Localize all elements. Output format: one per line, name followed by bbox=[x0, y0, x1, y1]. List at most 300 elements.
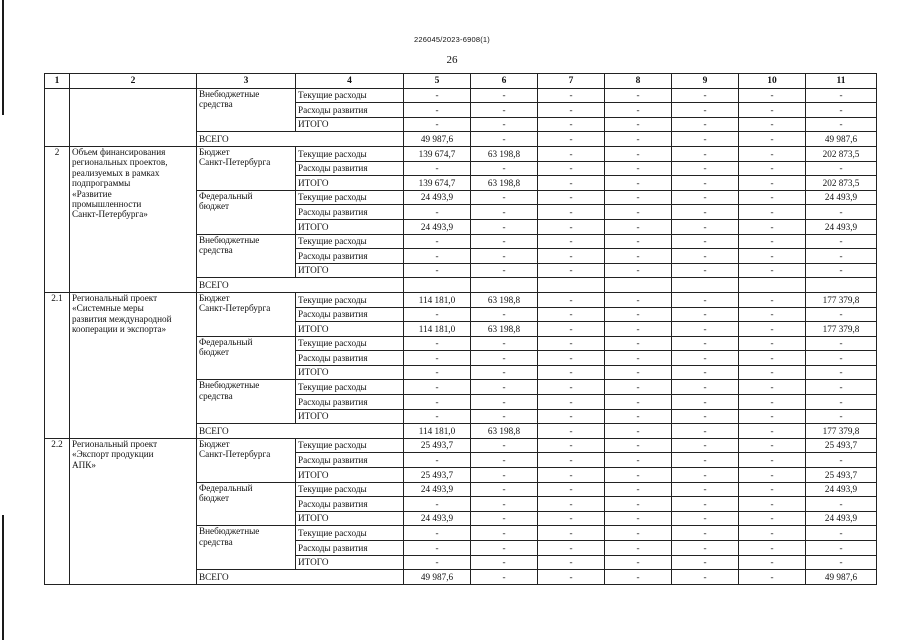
value-cell: - bbox=[404, 395, 471, 410]
value-cell: - bbox=[471, 541, 538, 556]
value-cell: 202 873,5 bbox=[806, 146, 877, 161]
value-cell: - bbox=[404, 336, 471, 351]
funding-source bbox=[197, 336, 296, 380]
expense-type: Расходы развития bbox=[296, 307, 404, 322]
value-cell: 114 181,0 bbox=[404, 322, 471, 337]
value-cell: 24 493,9 bbox=[404, 219, 471, 234]
value-cell: 177 379,8 bbox=[806, 292, 877, 307]
value-cell: - bbox=[806, 103, 877, 118]
value-cell: - bbox=[404, 497, 471, 512]
total-value-cell: 49 987,6 bbox=[404, 570, 471, 585]
value-cell: - bbox=[471, 190, 538, 205]
program-description bbox=[70, 438, 197, 584]
value-cell: - bbox=[672, 190, 739, 205]
funding-source-line: Федеральный bbox=[199, 336, 253, 347]
funding-source-line: средства bbox=[199, 390, 233, 401]
total-value-cell bbox=[605, 278, 672, 293]
value-cell: 139 674,7 bbox=[404, 146, 471, 161]
funding-source bbox=[197, 292, 296, 336]
expense-type: Расходы развития bbox=[296, 351, 404, 366]
value-cell: - bbox=[605, 380, 672, 395]
value-cell: - bbox=[672, 117, 739, 132]
value-cell: - bbox=[404, 249, 471, 264]
value-cell: - bbox=[739, 205, 806, 220]
value-cell: - bbox=[672, 176, 739, 191]
funding-source-line: средства bbox=[199, 244, 233, 255]
funding-source-line: Бюджет bbox=[199, 292, 230, 303]
value-cell: - bbox=[739, 541, 806, 556]
table-row bbox=[45, 292, 877, 307]
value-cell: - bbox=[538, 249, 605, 264]
value-cell: - bbox=[739, 468, 806, 483]
value-cell: - bbox=[538, 336, 605, 351]
value-cell: - bbox=[672, 292, 739, 307]
total-value-cell bbox=[739, 278, 806, 293]
value-cell: - bbox=[404, 117, 471, 132]
total-value-cell bbox=[538, 278, 605, 293]
value-cell: - bbox=[404, 453, 471, 468]
expense-type: ИТОГО bbox=[296, 409, 404, 424]
total-label: ВСЕГО bbox=[197, 570, 404, 585]
value-cell: - bbox=[806, 526, 877, 541]
value-cell: - bbox=[538, 497, 605, 512]
value-cell: - bbox=[605, 511, 672, 526]
total-value-cell: - bbox=[739, 132, 806, 147]
row-number bbox=[45, 292, 70, 438]
value-cell: - bbox=[471, 336, 538, 351]
total-value-cell bbox=[672, 278, 739, 293]
funding-source-line: бюджет bbox=[199, 493, 230, 504]
value-cell: - bbox=[672, 88, 739, 103]
value-cell: - bbox=[739, 453, 806, 468]
value-cell: - bbox=[739, 88, 806, 103]
value-cell: - bbox=[672, 497, 739, 512]
expense-type: Текущие расходы bbox=[296, 336, 404, 351]
value-cell: - bbox=[605, 161, 672, 176]
value-cell: - bbox=[471, 234, 538, 249]
row-number-text: 2 bbox=[54, 146, 60, 157]
value-cell: - bbox=[605, 438, 672, 453]
funding-source-line: Санкт-Петербурга bbox=[199, 449, 271, 460]
row-number-text: 2.1 bbox=[51, 292, 63, 303]
funding-source bbox=[197, 526, 296, 570]
column-header: 8 bbox=[605, 74, 672, 89]
funding-source-line: Бюджет bbox=[199, 146, 230, 157]
value-cell: - bbox=[672, 103, 739, 118]
description-line: развития международной bbox=[72, 313, 172, 324]
value-cell: - bbox=[672, 511, 739, 526]
expense-type: Текущие расходы bbox=[296, 190, 404, 205]
value-cell: - bbox=[806, 409, 877, 424]
value-cell: - bbox=[672, 307, 739, 322]
column-header: 10 bbox=[739, 74, 806, 89]
total-label: ВСЕГО bbox=[197, 132, 404, 147]
value-cell: - bbox=[538, 409, 605, 424]
expense-type: ИТОГО bbox=[296, 468, 404, 483]
funding-source bbox=[197, 234, 296, 278]
funding-source bbox=[197, 482, 296, 526]
value-cell: - bbox=[739, 307, 806, 322]
expense-type: Текущие расходы bbox=[296, 526, 404, 541]
value-cell: 139 674,7 bbox=[404, 176, 471, 191]
value-cell: - bbox=[739, 555, 806, 570]
value-cell: - bbox=[404, 88, 471, 103]
expense-type: Текущие расходы bbox=[296, 234, 404, 249]
header-row bbox=[45, 74, 877, 89]
value-cell: - bbox=[672, 219, 739, 234]
value-cell: - bbox=[471, 88, 538, 103]
funding-source bbox=[197, 146, 296, 190]
description-line: «Системные меры bbox=[72, 303, 144, 314]
description-line: реализуемых в рамках bbox=[72, 167, 160, 178]
value-cell: - bbox=[404, 351, 471, 366]
value-cell: - bbox=[806, 541, 877, 556]
value-cell: - bbox=[605, 555, 672, 570]
value-cell: - bbox=[538, 103, 605, 118]
value-cell: - bbox=[605, 482, 672, 497]
value-cell: - bbox=[672, 322, 739, 337]
value-cell: - bbox=[672, 453, 739, 468]
value-cell: - bbox=[739, 526, 806, 541]
description-line: кооперации и экспорта» bbox=[72, 324, 167, 335]
funding-source bbox=[197, 190, 296, 234]
value-cell: - bbox=[672, 146, 739, 161]
expense-type: Расходы развития bbox=[296, 249, 404, 264]
total-value-cell: - bbox=[605, 424, 672, 439]
value-cell: - bbox=[739, 365, 806, 380]
value-cell: - bbox=[471, 161, 538, 176]
value-cell: - bbox=[471, 249, 538, 264]
value-cell: - bbox=[672, 161, 739, 176]
value-cell: - bbox=[739, 322, 806, 337]
expense-type: Текущие расходы bbox=[296, 438, 404, 453]
funding-source-line: Санкт-Петербурга bbox=[199, 157, 271, 168]
total-value-cell: 49 987,6 bbox=[404, 132, 471, 147]
document-id: 226045/2023-6908(1) bbox=[414, 35, 490, 44]
value-cell: - bbox=[471, 555, 538, 570]
value-cell: - bbox=[471, 395, 538, 410]
value-cell: - bbox=[404, 380, 471, 395]
expense-type: ИТОГО bbox=[296, 176, 404, 191]
funding-source-line: средства bbox=[199, 99, 233, 109]
expense-type: ИТОГО bbox=[296, 117, 404, 132]
value-cell: - bbox=[471, 205, 538, 220]
value-cell: - bbox=[538, 482, 605, 497]
value-cell: - bbox=[605, 292, 672, 307]
value-cell: - bbox=[806, 453, 877, 468]
value-cell: - bbox=[538, 468, 605, 483]
value-cell: - bbox=[404, 205, 471, 220]
value-cell: - bbox=[538, 263, 605, 278]
value-cell: - bbox=[739, 380, 806, 395]
value-cell: - bbox=[471, 526, 538, 541]
total-value-cell bbox=[471, 278, 538, 293]
value-cell: 63 198,8 bbox=[471, 176, 538, 191]
value-cell: - bbox=[739, 117, 806, 132]
total-value-cell: 49 987,6 bbox=[806, 132, 877, 147]
value-cell: - bbox=[672, 365, 739, 380]
column-header: 6 bbox=[471, 74, 538, 89]
expense-type: Расходы развития bbox=[296, 395, 404, 410]
value-cell: - bbox=[605, 103, 672, 118]
program-description bbox=[70, 292, 197, 438]
value-cell: - bbox=[739, 482, 806, 497]
value-cell: - bbox=[806, 161, 877, 176]
value-cell: - bbox=[739, 219, 806, 234]
value-cell: - bbox=[672, 263, 739, 278]
value-cell: - bbox=[806, 307, 877, 322]
value-cell: 24 493,9 bbox=[806, 482, 877, 497]
expense-type: ИТОГО bbox=[296, 219, 404, 234]
value-cell: - bbox=[404, 365, 471, 380]
expense-type: ИТОГО bbox=[296, 263, 404, 278]
value-cell: - bbox=[806, 249, 877, 264]
value-cell: - bbox=[471, 307, 538, 322]
value-cell: - bbox=[739, 103, 806, 118]
value-cell: 63 198,8 bbox=[471, 322, 538, 337]
value-cell: - bbox=[605, 205, 672, 220]
description-line: Региональный проект bbox=[72, 292, 158, 303]
value-cell: - bbox=[605, 234, 672, 249]
value-cell: 24 493,9 bbox=[806, 190, 877, 205]
value-cell: - bbox=[471, 117, 538, 132]
value-cell: - bbox=[404, 307, 471, 322]
total-value-cell: 49 987,6 bbox=[806, 570, 877, 585]
value-cell: - bbox=[538, 117, 605, 132]
funding-source bbox=[197, 380, 296, 424]
value-cell: - bbox=[538, 395, 605, 410]
value-cell: - bbox=[672, 205, 739, 220]
value-cell: - bbox=[538, 365, 605, 380]
total-value-cell: - bbox=[739, 570, 806, 585]
value-cell: - bbox=[806, 351, 877, 366]
total-value-cell: 114 181,0 bbox=[404, 424, 471, 439]
value-cell: - bbox=[538, 380, 605, 395]
funding-source-line: Бюджет bbox=[199, 438, 230, 449]
value-cell: - bbox=[672, 336, 739, 351]
total-value-cell: - bbox=[605, 570, 672, 585]
value-cell: - bbox=[538, 555, 605, 570]
column-header: 3 bbox=[197, 74, 296, 89]
value-cell: - bbox=[538, 88, 605, 103]
value-cell: - bbox=[471, 453, 538, 468]
value-cell: - bbox=[471, 482, 538, 497]
value-cell: - bbox=[672, 234, 739, 249]
row-number bbox=[45, 88, 70, 146]
value-cell: - bbox=[672, 482, 739, 497]
value-cell: - bbox=[605, 190, 672, 205]
expense-type: Расходы развития bbox=[296, 205, 404, 220]
value-cell: - bbox=[605, 468, 672, 483]
description-line: АПК» bbox=[72, 459, 96, 470]
value-cell: - bbox=[672, 351, 739, 366]
total-value-cell: - bbox=[471, 570, 538, 585]
table-row bbox=[45, 146, 877, 161]
value-cell: - bbox=[538, 351, 605, 366]
value-cell: - bbox=[672, 555, 739, 570]
value-cell: - bbox=[672, 541, 739, 556]
value-cell: - bbox=[806, 395, 877, 410]
value-cell: - bbox=[538, 219, 605, 234]
total-value-cell: - bbox=[672, 570, 739, 585]
value-cell: - bbox=[605, 249, 672, 264]
expense-type: ИТОГО bbox=[296, 322, 404, 337]
funding-source-line: бюджет bbox=[199, 201, 230, 212]
value-cell: 24 493,9 bbox=[404, 482, 471, 497]
value-cell: 24 493,9 bbox=[404, 511, 471, 526]
funding-source-line: Внебюджетные bbox=[199, 380, 260, 391]
value-cell: 24 493,9 bbox=[806, 511, 877, 526]
value-cell: - bbox=[404, 103, 471, 118]
total-value-cell: - bbox=[538, 132, 605, 147]
total-value-cell: 177 379,8 bbox=[806, 424, 877, 439]
value-cell: - bbox=[806, 263, 877, 278]
expense-type: ИТОГО bbox=[296, 365, 404, 380]
value-cell: - bbox=[605, 322, 672, 337]
expense-type: Текущие расходы bbox=[296, 88, 404, 103]
value-cell: - bbox=[605, 88, 672, 103]
value-cell: - bbox=[806, 88, 877, 103]
value-cell: - bbox=[806, 117, 877, 132]
value-cell: - bbox=[605, 307, 672, 322]
value-cell: - bbox=[404, 409, 471, 424]
value-cell: - bbox=[739, 292, 806, 307]
description-line: «Развитие bbox=[72, 188, 112, 199]
expense-type: Текущие расходы bbox=[296, 380, 404, 395]
value-cell: - bbox=[471, 438, 538, 453]
column-header: 11 bbox=[806, 74, 877, 89]
expense-type: Расходы развития bbox=[296, 453, 404, 468]
total-label: ВСЕГО bbox=[197, 424, 404, 439]
value-cell: - bbox=[806, 365, 877, 380]
row-number bbox=[45, 438, 70, 584]
value-cell: - bbox=[538, 438, 605, 453]
value-cell: 24 493,9 bbox=[806, 219, 877, 234]
value-cell: - bbox=[471, 103, 538, 118]
description-line: Объем финансирования bbox=[72, 146, 166, 157]
value-cell: - bbox=[739, 263, 806, 278]
value-cell: - bbox=[404, 161, 471, 176]
total-label: ВСЕГО bbox=[197, 278, 404, 293]
value-cell: - bbox=[538, 146, 605, 161]
column-header: 9 bbox=[672, 74, 739, 89]
value-cell: - bbox=[471, 263, 538, 278]
expense-type: Текущие расходы bbox=[296, 146, 404, 161]
funding-source-line: бюджет bbox=[199, 347, 230, 358]
value-cell: - bbox=[739, 234, 806, 249]
page-number: 26 bbox=[446, 54, 458, 66]
value-cell: - bbox=[739, 176, 806, 191]
funding-source-line: Внебюджетные bbox=[199, 88, 260, 99]
scan-edge-mark-bottom bbox=[2, 515, 4, 640]
funding-source bbox=[197, 438, 296, 482]
funding-source bbox=[197, 88, 296, 132]
value-cell: - bbox=[672, 380, 739, 395]
total-value-cell bbox=[404, 278, 471, 293]
value-cell: - bbox=[605, 395, 672, 410]
value-cell: - bbox=[806, 380, 877, 395]
value-cell: - bbox=[739, 438, 806, 453]
total-value-cell bbox=[806, 278, 877, 293]
value-cell: - bbox=[404, 263, 471, 278]
expense-type: Расходы развития bbox=[296, 161, 404, 176]
value-cell: 24 493,9 bbox=[404, 190, 471, 205]
value-cell: - bbox=[605, 146, 672, 161]
value-cell: - bbox=[806, 555, 877, 570]
value-cell: - bbox=[739, 409, 806, 424]
value-cell: - bbox=[605, 219, 672, 234]
value-cell: - bbox=[672, 526, 739, 541]
description-line: региональных проектов, bbox=[72, 157, 168, 168]
value-cell: - bbox=[404, 555, 471, 570]
value-cell: 177 379,8 bbox=[806, 322, 877, 337]
value-cell: - bbox=[605, 526, 672, 541]
column-header: 5 bbox=[404, 74, 471, 89]
value-cell: - bbox=[605, 497, 672, 512]
total-value-cell: - bbox=[538, 424, 605, 439]
value-cell: - bbox=[672, 438, 739, 453]
value-cell: - bbox=[672, 409, 739, 424]
value-cell: - bbox=[739, 161, 806, 176]
value-cell: - bbox=[605, 409, 672, 424]
total-value-cell: - bbox=[672, 132, 739, 147]
value-cell: - bbox=[538, 541, 605, 556]
row-number-text: 2.2 bbox=[51, 438, 63, 449]
expense-type: ИТОГО bbox=[296, 555, 404, 570]
table-body bbox=[45, 88, 877, 584]
value-cell: - bbox=[739, 249, 806, 264]
expense-type: Текущие расходы bbox=[296, 292, 404, 307]
column-header: 2 bbox=[70, 74, 197, 89]
value-cell: - bbox=[605, 453, 672, 468]
total-value-cell: - bbox=[471, 132, 538, 147]
value-cell: - bbox=[605, 351, 672, 366]
value-cell: - bbox=[739, 146, 806, 161]
total-value-cell: - bbox=[672, 424, 739, 439]
table-row bbox=[45, 88, 877, 103]
funding-source-line: Федеральный bbox=[199, 190, 253, 201]
value-cell: - bbox=[471, 365, 538, 380]
value-cell: - bbox=[605, 541, 672, 556]
funding-source-line: Внебюджетные bbox=[199, 526, 260, 537]
column-header: 1 bbox=[45, 74, 70, 89]
funding-source-line: Санкт-Петербурга bbox=[199, 303, 271, 314]
total-value-cell: - bbox=[739, 424, 806, 439]
description-line: Региональный проект bbox=[72, 438, 158, 449]
value-cell: 25 493,7 bbox=[806, 438, 877, 453]
value-cell: 63 198,8 bbox=[471, 292, 538, 307]
value-cell: - bbox=[404, 234, 471, 249]
funding-source-line: Федеральный bbox=[199, 482, 253, 493]
total-value-cell: - bbox=[538, 570, 605, 585]
total-value-cell: 63 198,8 bbox=[471, 424, 538, 439]
value-cell: - bbox=[739, 190, 806, 205]
value-cell: - bbox=[739, 497, 806, 512]
funding-source-line: средства bbox=[199, 536, 233, 547]
value-cell: - bbox=[471, 497, 538, 512]
value-cell: - bbox=[471, 351, 538, 366]
value-cell: - bbox=[538, 511, 605, 526]
value-cell: - bbox=[538, 176, 605, 191]
value-cell: - bbox=[806, 336, 877, 351]
description-line: «Экспорт продукции bbox=[72, 449, 154, 460]
expense-type: Расходы развития bbox=[296, 541, 404, 556]
expense-type: Расходы развития bbox=[296, 103, 404, 118]
value-cell: 63 198,8 bbox=[471, 146, 538, 161]
value-cell: - bbox=[605, 263, 672, 278]
table-row bbox=[45, 438, 877, 453]
value-cell: - bbox=[739, 511, 806, 526]
